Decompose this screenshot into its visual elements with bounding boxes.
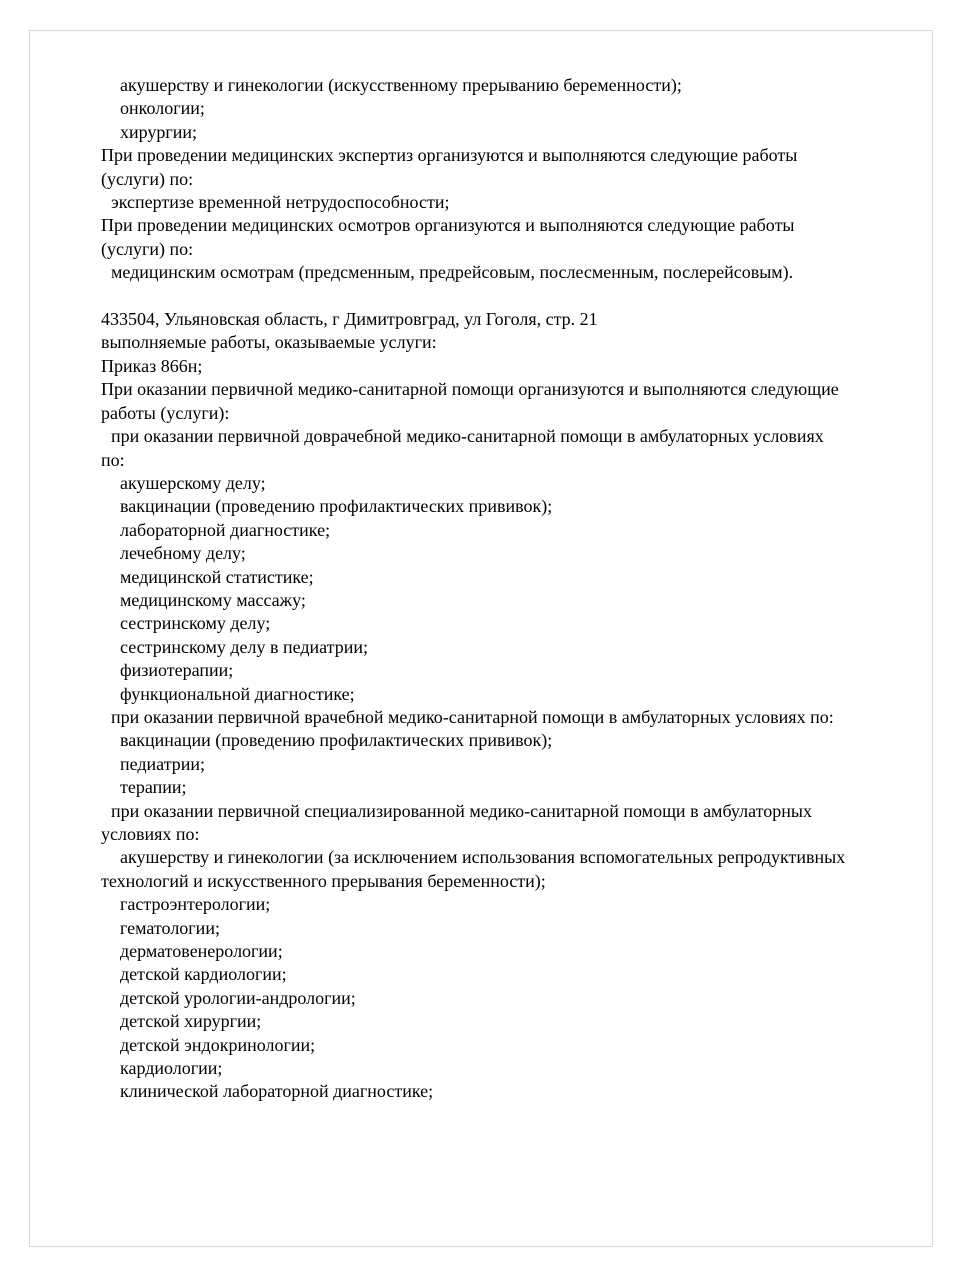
document-line: Приказ 866н; (101, 355, 203, 376)
document-line: вакцинации (проведению профилактических прививок); (120, 730, 553, 751)
document-line: терапии; (120, 777, 187, 798)
document-line: дерматовенерологии; (120, 941, 283, 962)
document-line: детской эндокринологии; (120, 1034, 316, 1055)
document-line: сестринскому делу; (120, 613, 271, 634)
document-line: функциональной диагностике; (120, 683, 355, 704)
document-line: кардиологии; (120, 1058, 223, 1079)
document-line: 433504, Ульяновская область, г Димитровград, ул Гоголя, стр. 21 (101, 309, 598, 330)
document-line: сестринскому делу в педиатрии; (120, 636, 369, 657)
document-line: при оказании первичной доврачебной медико-санитарной помощи в амбулаторных условиях (111, 426, 824, 447)
document-line: работы (услуги): (101, 402, 230, 423)
document-line: педиатрии; (120, 753, 206, 774)
document-line: акушерству и гинекологии (за исключением использования вспомогательных репродуктивных (120, 847, 846, 868)
document-line: экспертизе временной нетрудоспособности; (111, 192, 450, 213)
document-line: гастроэнтерологии; (120, 894, 271, 915)
document-line: При оказании первичной медико-санитарной помощи организуются и выполняются следующие (101, 379, 839, 400)
document-line: по: (101, 449, 125, 470)
document-line: медицинскому массажу; (120, 589, 306, 610)
blank-line (101, 285, 941, 308)
document-line: лечебному делу; (120, 543, 246, 564)
document-line: детской хирургии; (120, 1011, 262, 1032)
document-line: вакцинации (проведению профилактических прививок); (120, 496, 553, 517)
document-line: лабораторной диагностике; (120, 519, 331, 540)
document-line: клинической лабораторной диагностике; (120, 1081, 434, 1102)
document-line: акушерству и гинекологии (искусственному прерыванию беременности); (120, 75, 682, 95)
document-line: медицинской статистике; (120, 566, 314, 587)
document-line: детской урологии-андрологии; (120, 987, 356, 1008)
document-line: при оказании первичной специализированной медико-санитарной помощи в амбулаторных (111, 800, 812, 821)
document-line: технологий и искусственного прерывания беременности); (101, 870, 546, 891)
document-line: При проведении медицинских экспертиз организуются и выполняются следующие работы (101, 145, 798, 166)
document-line: детской кардиологии; (120, 964, 287, 985)
document-line: онкологии; (120, 98, 205, 119)
document-line: гематологии; (120, 917, 220, 938)
document-line: физиотерапии; (120, 660, 234, 681)
document-line: выполняемые работы, оказываемые услуги: (101, 332, 437, 353)
document-line: при оказании первичной врачебной медико-санитарной помощи в амбулаторных условиях по: (111, 706, 834, 727)
license-services-document (101, 74, 941, 1104)
document-line: хирургии; (120, 121, 198, 142)
document-line: При проведении медицинских осмотров организуются и выполняются следующие работы (101, 215, 795, 236)
document-line: (услуги) по: (101, 168, 194, 189)
document-line: медицинским осмотрам (предсменным, предрейсовым, послесменным, послерейсовым). (111, 262, 794, 283)
document-line: (услуги) по: (101, 238, 194, 259)
document-line: условиях по: (101, 824, 200, 844)
document-line: акушерскому делу; (120, 472, 266, 493)
